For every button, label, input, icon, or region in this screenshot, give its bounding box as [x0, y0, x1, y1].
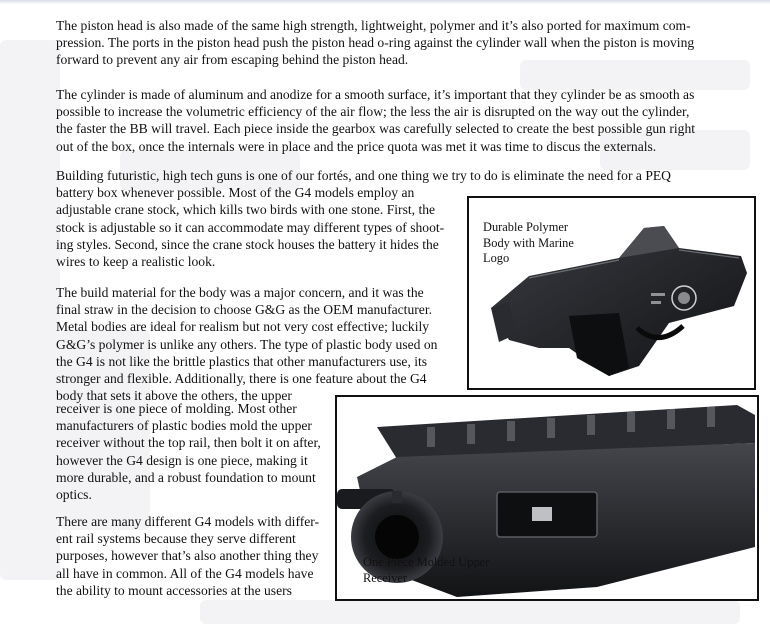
paragraph-crane-stock: Building futuristic, high tech guns is one of our fortés, and one thing we try to do is eliminate the need for a PEQ battery box whenever possible. Most of the G4 models employ an adjustable crane stock, which kills two birds with one stone. First, the stock is adjustable so it can accommodate may different types of shoot- ing styles. Second, since the crane stock houses the battery it hides the wires to keep a realistic look. — [56, 168, 671, 270]
paragraph-piston-head: The piston head is also made of the same high strength, lightweight, polymer and it’s also ported for maximum com- pression. The ports in the piston head push the piston head o-ring against the cylinder wall when the piston is moving forward to prevent any air from escaping behind the piston head. — [56, 18, 695, 68]
lower-receiver-photo — [467, 196, 756, 390]
paragraph-body-material: The build material for the body was a major concern, and it was the final straw in the decision to choose G&G as the OEM manufacturer. Metal bodies are ideal for realism but not very cost effective; luckily G&G’s polymer is unlike any others. The type of plastic body used on the G4 is not like the brittle plastics that other manufacturers use, its stronger and flexible. Additionally, there is one feature about the G4 body that sets it above the others, the upper — [56, 285, 438, 404]
paragraph-cylinder: The cylinder is made of aluminum and anodize for a smooth surface, it’s important that they cylinder be as smooth as possible to increase the volumetric efficiency of the air flow; the less the air is disrupted on the way out the cylinder, the faster the BB will travel. Each piece inside the gearbox was carefully selected to create the best possible gun right out of the box, once the internals were in place and the price quota was met it was time to discus the externals. — [56, 87, 696, 154]
upper-receiver-photo — [335, 395, 759, 601]
lower-receiver-caption: Durable Polymer Body with Marine Logo — [483, 220, 574, 265]
paragraph-upper-receiver: receiver is one piece of molding. Most other manufacturers of plastic bodies mold the upper receiver without the top rail, then bolt it on after, however the G4 design is one piece, making it more durable, and a robust foundation to mount optics. — [56, 401, 321, 503]
upper-receiver-caption: One Piece Molded Upper Receiver — [363, 555, 490, 585]
top-rule — [0, 0, 770, 4]
paragraph-rail-systems: There are many different G4 models with differ- ent rail systems because they serve different purposes, however that’s also another thing they all have in common. All of the G4 models have the ability to mount accessories at the users — [56, 514, 320, 598]
